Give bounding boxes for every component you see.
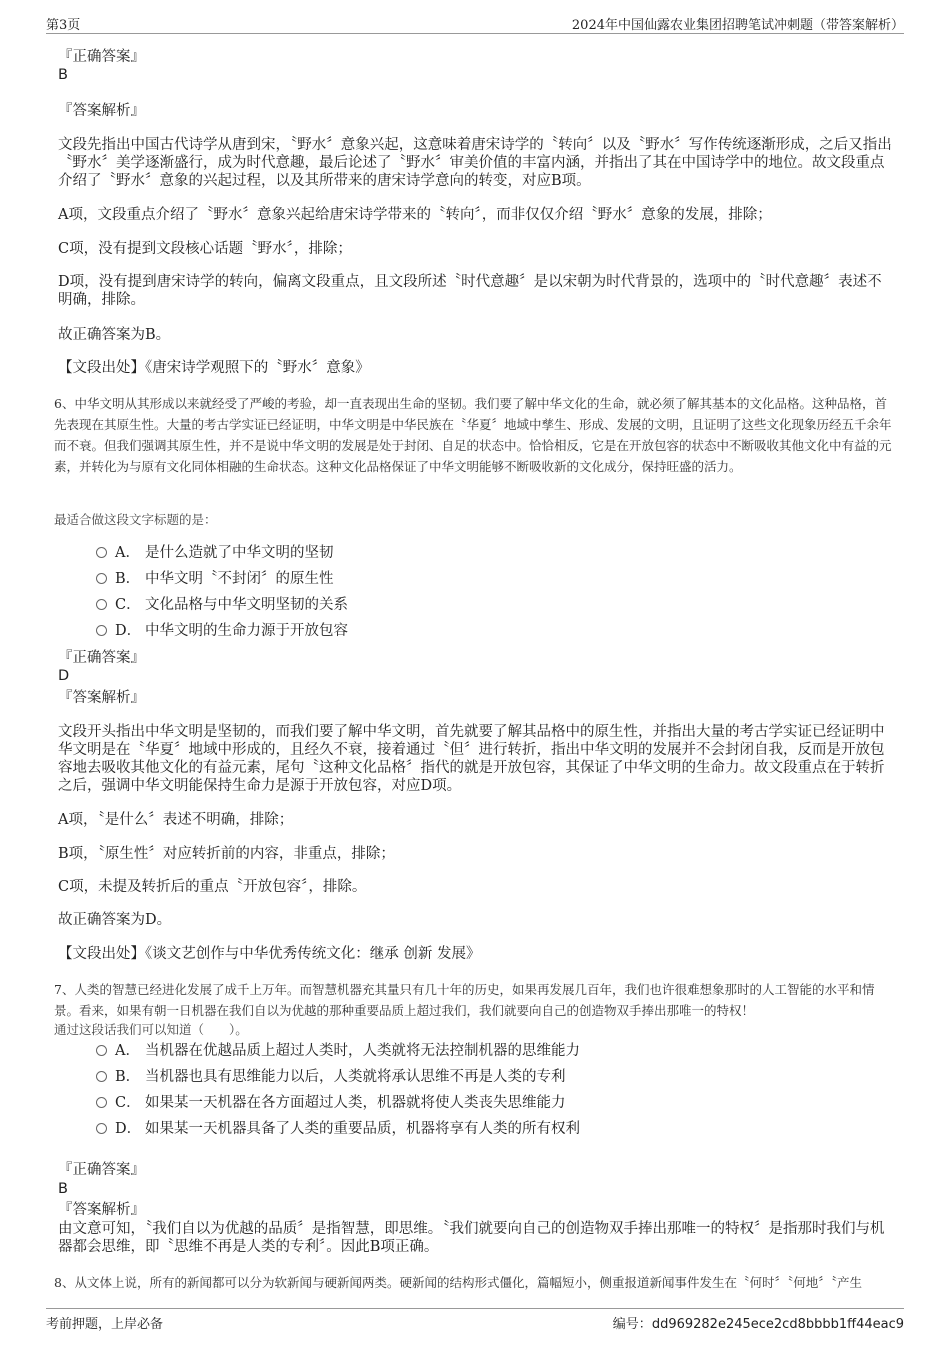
question-7-option-a[interactable]: A． 当机器在优越品质上超过人类时，人类就将无法控制机器的思维能力 — [96, 1041, 580, 1061]
radio-icon[interactable] — [96, 1123, 107, 1134]
document-code — [613, 1313, 904, 1332]
question-6-prompt: 最适合做这段文字标题的是： — [54, 512, 217, 527]
radio-icon[interactable] — [96, 547, 107, 558]
source: 【文段出处】《唐宋诗学观照下的〝野水〞意象》 — [58, 360, 370, 376]
answer-label: 『正确答案』 — [58, 650, 145, 666]
question-7-option-d[interactable]: D． 如果某一天机器具备了人类的重要品质，机器将享有人类的所有权利 — [96, 1119, 580, 1139]
analysis-option-a: A项，文段重点介绍了〝野水〞意象兴起给唐宋诗学带来的〝转向〞，而非仅仅介绍〝野水〞意象的发展，排除； — [58, 207, 772, 223]
radio-icon[interactable] — [96, 1071, 107, 1082]
radio-icon[interactable] — [96, 573, 107, 584]
analysis-label: 『答案解析』 — [58, 1202, 145, 1218]
question-6-stem: 6、中华文明从其形成以来就经受了严峻的考验，却一直表现出生命的坚韧。我们要了解中华文化的生命，就必须了解其基本的文化品格。这种品格，首先表现在其原生性。大量的考古学实证已经证明，中华文明是中华民族在〝华夏〞地域中孳生、形成、发展的文明，且证明了这些文化现象历经五千余年而不衰。但我们强调其原生性，并不是说中华文明的发展是处于封闭、自足的状态中。恰恰相反，它是在开放包容的状态中不断吸收其他文化中有益的元素，并转化为与原有文化同体相融的生命状态。这种文化品格保证了中华文明能够不断吸收新的文化成分，保持旺盛的活力。 — [54, 396, 892, 474]
question-6-option-c[interactable]: C． 文化品格与中华文明坚韧的关系 — [96, 595, 348, 615]
question-7-option-b[interactable]: B． 当机器也具有思维能力以后，人类就将承认思维不再是人类的专利 — [96, 1067, 566, 1087]
analysis-paragraph: 文段开头指出中华文明是坚韧的，而我们要了解中华文明，首先就要了解其品格中的原生性，并指出大量的考古学实证已经证明中华文明是在〝华夏〞地域中形成的，且经久不衰，接着通过〝但〞进行转折，指出中华文明的发展并不会封闭自我，反而是开放包容地去吸收其他文化的有益元素，尾句〝这种文化品格〞指代的就是开放包容，其保证了中华文明的生命力。故文段重点在于转折之后，强调中华文明能保持生命力是源于开放包容，对应D项。 — [58, 724, 885, 794]
document-title: 2024年中国仙露农业集团招聘笔试冲刺题（带答案解析） — [571, 18, 904, 33]
question-8-stem: 8、从文体上说，所有的新闻都可以分为软新闻与硬新闻两类。硬新闻的结构形式僵化，篇幅短小，侧重报道新闻事件发生在〝何时〞〝何地〞〝产生 — [54, 1275, 862, 1290]
analysis-paragraph: 由文意可知，〝我们自以为优越的品质〞是指智慧，即思维。〝我们就要向自己的创造物双手捧出那唯一的特权〞是指那时我们与机器都会思维，即〝思维不再是人类的专利〞。因此B项正确。 — [58, 1221, 885, 1255]
analysis-option-a: A项，〝是什么〞表述不明确，排除； — [58, 812, 294, 828]
analysis-option-d: D项，没有提到唐宋诗学的转向，偏离文段重点，且文段所述〝时代意趣〞是以宋朝为时代背景的，选项中的〝时代意趣〞表述不明确，排除。 — [58, 274, 882, 308]
answer-value: B — [58, 1181, 68, 1197]
footer-slogan: 考前押题，上岸必备 — [46, 1317, 164, 1332]
conclusion: 故正确答案为B。 — [58, 327, 171, 343]
answer-value: B — [58, 67, 68, 83]
question-7-stem: 7、人类的智慧已经进化发展了成千上万年。而智慧机器充其量只有几十年的历史，如果再发展几百年，我们也许很难想象那时的人工智能的水平和情景。看来，如果有朝一日机器在我们自以为优越的那种重要品质上超过我们，我们就要向自己的创造物双手捧出那唯一的特权！ — [54, 982, 875, 1018]
question-6-option-a[interactable]: A． 是什么造就了中华文明的坚韧 — [96, 543, 334, 563]
answer-label: 『正确答案』 — [58, 49, 145, 65]
question-6-option-b[interactable]: B． 中华文明〝不封闭〞的原生性 — [96, 569, 334, 589]
document-code-value: dd969282e245ece2cd8bbbb1ff44eac9 — [651, 1317, 904, 1332]
radio-icon[interactable] — [96, 625, 107, 636]
analysis-paragraph: 文段先指出中国古代诗学从唐到宋，〝野水〞意象兴起，这意味着唐宋诗学的〝转向〞以及〝野水〞写作传统逐渐形成，之后又指出〝野水〞美学逐渐盛行，成为时代意趣，最后论述了〝野水〞审美价值的丰富内涵，并指出了其在中国诗学中的地位。故文段重点介绍了〝野水〞意象的兴起过程，以及其所带来的唐宋诗学意向的转变，对应B项。 — [58, 137, 892, 189]
document-code-label: 编号： — [612, 1317, 652, 1332]
conclusion: 故正确答案为D。 — [58, 912, 172, 928]
question-7-option-c[interactable]: C． 如果某一天机器在各方面超过人类，机器就将使人类丧失思维能力 — [96, 1093, 566, 1113]
analysis-option-c: C项，没有提到文段核心话题〝野水〞，排除； — [58, 241, 352, 257]
source: 【文段出处】《谈文艺创作与中华优秀传统文化：继承 创新 发展》 — [58, 946, 481, 962]
analysis-label: 『答案解析』 — [58, 690, 145, 706]
question-7-prompt: 通过这段话我们可以知道（ ）。 — [54, 1022, 248, 1037]
analysis-label: 『答案解析』 — [58, 103, 145, 119]
analysis-option-b: B项，〝原生性〞对应转折前的内容，非重点，排除； — [58, 846, 395, 862]
header-divider — [46, 33, 904, 34]
analysis-option-c: C项，未提及转折后的重点〝开放包容〞，排除。 — [58, 879, 367, 895]
question-6-option-d[interactable]: D． 中华文明的生命力源于开放包容 — [96, 621, 348, 641]
radio-icon[interactable] — [96, 599, 107, 610]
answer-value: D — [58, 668, 70, 684]
radio-icon[interactable] — [96, 1045, 107, 1056]
answer-label: 『正确答案』 — [58, 1162, 145, 1178]
radio-icon[interactable] — [96, 1097, 107, 1108]
footer-divider — [46, 1308, 904, 1309]
page-number: 第3页 — [46, 18, 81, 33]
page-header — [0, 0, 950, 34]
